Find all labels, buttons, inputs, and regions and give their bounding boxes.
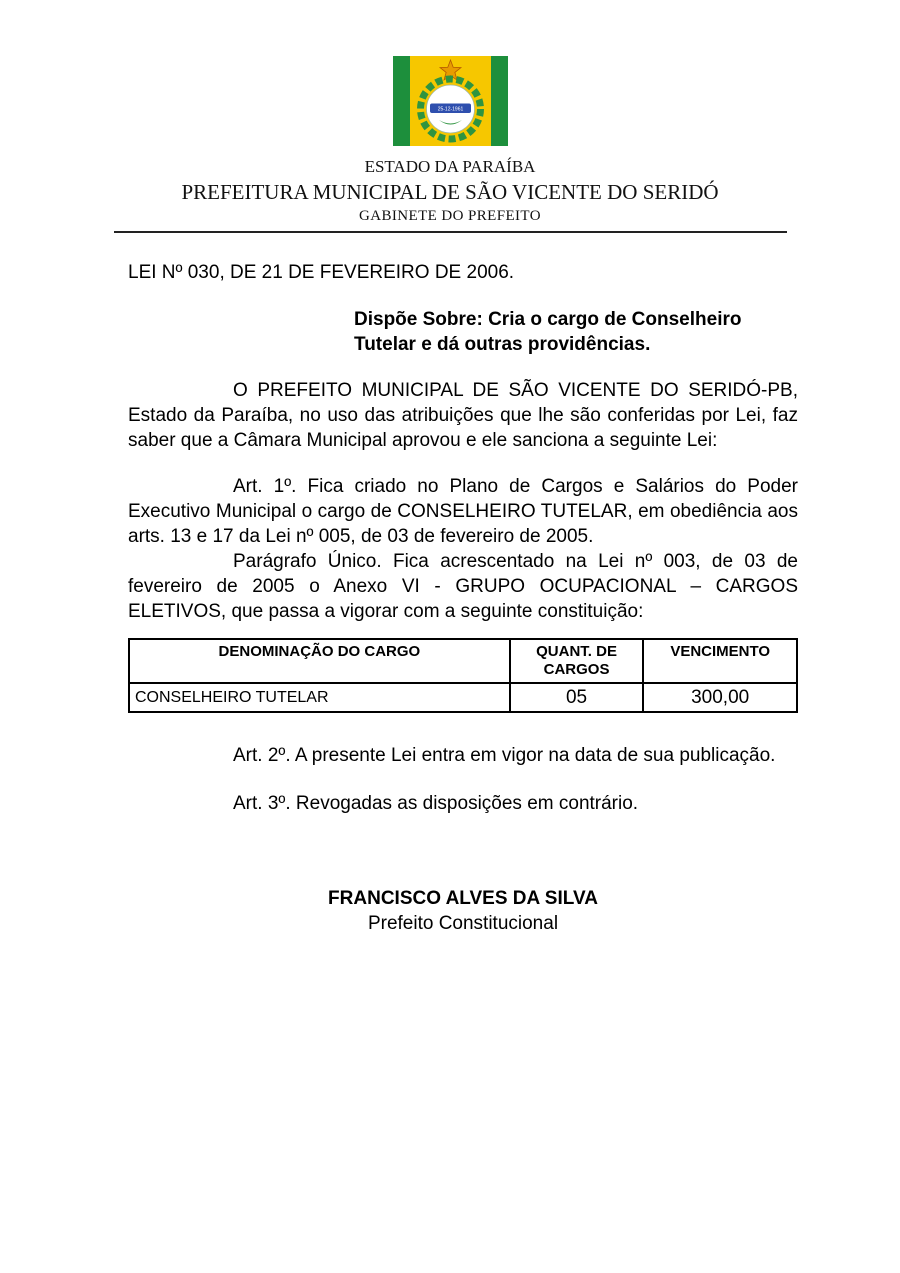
paragraph-art-3: Art. 3º. Revogadas as disposições em contrário. <box>233 793 639 814</box>
table-row <box>129 683 797 712</box>
law-ementa: Dispõe Sobre: Cria o cargo de Conselheiro Tutelar e dá outras providências. <box>354 309 742 355</box>
letterhead-divider <box>114 231 787 233</box>
table-header-row <box>129 639 797 683</box>
letterhead-state: ESTADO DA PARAÍBA <box>364 157 536 176</box>
cell-vencimento: 300,00 <box>643 683 797 712</box>
paragraph-paragrafo-unico: Parágrafo Único. Fica acrescentado na Lei nº 003, de 03 de fevereiro de 2005 o Anexo VI - GRUPO OCUPACIONAL – CARGOS ELETIVOS, que passa a vigorar com a seguinte constituição: <box>128 551 798 622</box>
paragraph-art-1: Art. 1º. Fica criado no Plano de Cargos e Salários do Poder Executivo Municipal o cargo de CONSELHEIRO TUTELAR, em obediência aos arts. 13 e 17 da Lei nº 005, de 03 de fevereiro de 2005. <box>128 476 798 547</box>
coat-of-arms <box>393 56 508 146</box>
letterhead-municipality: PREFEITURA MUNICIPAL DE SÃO VICENTE DO SERIDÓ <box>181 180 719 204</box>
cargo-table-container <box>128 638 798 713</box>
document-body <box>128 260 798 936</box>
paragraph-art-2: Art. 2º. A presente Lei entra em vigor na data de sua publicação. <box>233 745 776 766</box>
signature-name: FRANCISCO ALVES DA SILVA <box>328 888 598 909</box>
paragraph-preamble: O PREFEITO MUNICIPAL DE SÃO VICENTE DO SERIDÓ-PB, Estado da Paraíba, no uso das atribuições que lhe são conferidas por Lei, faz saber que a Câmara Municipal aprovou e ele sanciona a seguinte Lei: <box>128 380 798 451</box>
signature-block <box>128 886 798 936</box>
col-header-denominacao: DENOMINAÇÃO DO CARGO <box>129 639 510 683</box>
emblem-green-right-stripe <box>491 56 508 146</box>
col-header-vencimento: VENCIMENTO <box>643 639 797 683</box>
signature-title: Prefeito Constitucional <box>367 913 559 934</box>
letterhead <box>0 157 900 225</box>
law-title: LEI Nº 030, DE 21 DE FEVEREIRO DE 2006. <box>128 262 515 283</box>
cargo-table <box>128 638 798 713</box>
emblem-green-left-stripe <box>393 56 410 146</box>
col-header-quantidade: QUANT. DE CARGOS <box>510 639 644 683</box>
cell-quantidade: 05 <box>510 683 644 712</box>
letterhead-office: GABINETE DO PREFEITO <box>359 208 541 224</box>
emblem-banner-text: 25-12-1961 <box>437 106 463 113</box>
cell-cargo: CONSELHEIRO TUTELAR <box>129 683 510 712</box>
